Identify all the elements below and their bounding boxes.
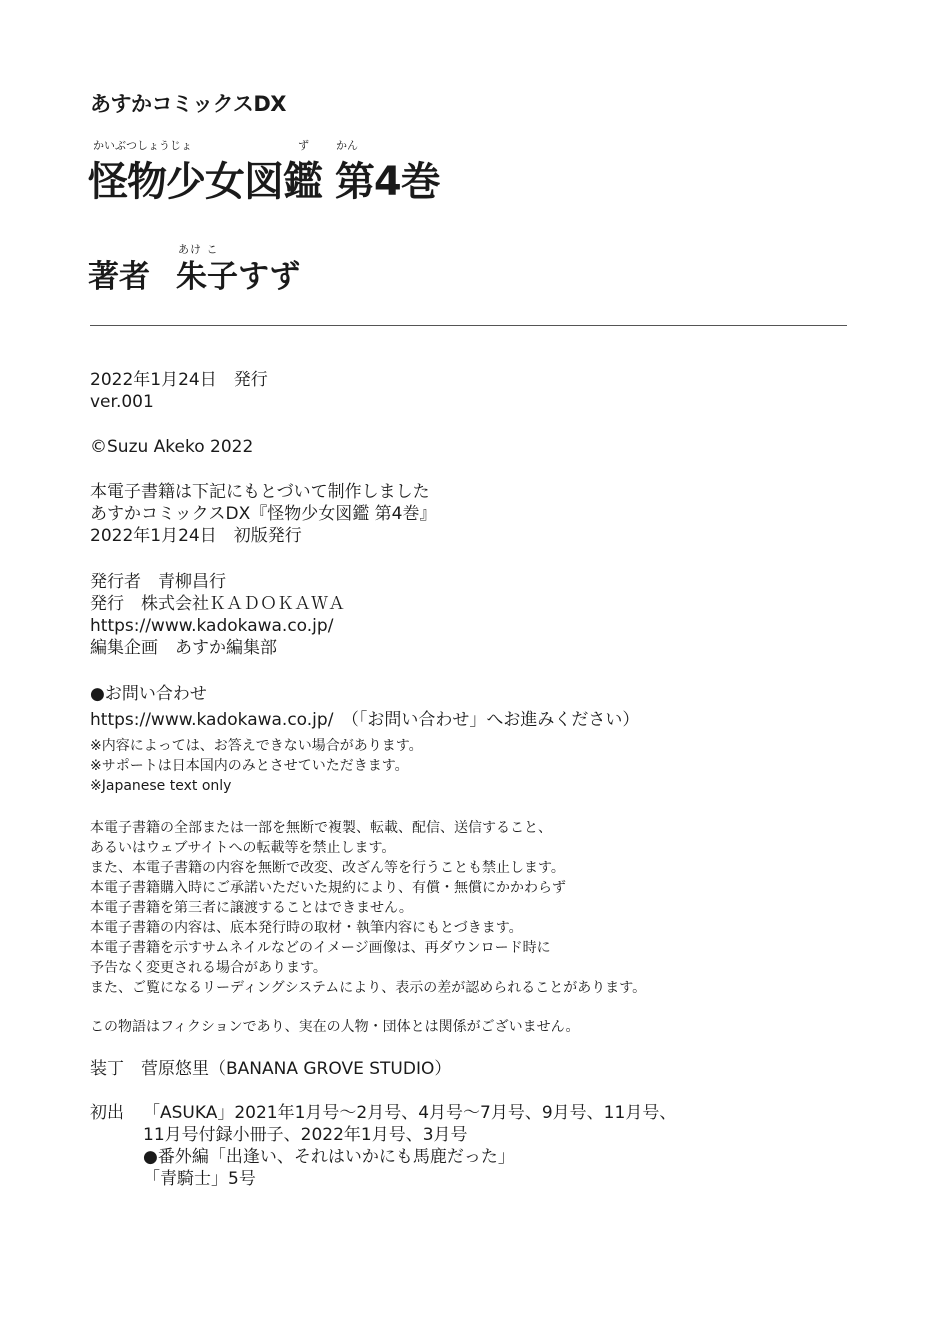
release-info <box>90 369 268 413</box>
author-role: 著者 <box>88 259 150 295</box>
title-ruby-2: ず <box>298 139 309 152</box>
book-title: 怪物少女図鑑 第4巻 <box>88 159 440 205</box>
first-publication-line: 「ASUKA」2021年1月号〜2月号、4月号〜7月号、9月号、11月号、 <box>143 1103 677 1123</box>
legal-line: 本電子書籍を示すサムネイルなどのイメージ画像は、再ダウンロード時に <box>90 940 551 956</box>
title-ruby-1: かいぶつしょうじょ <box>93 139 192 152</box>
release-date: 2022年1月24日 発行 <box>90 370 268 390</box>
source-info <box>90 481 436 547</box>
legal-notice <box>90 818 646 998</box>
author-row <box>88 251 300 296</box>
inquiry-notes <box>90 736 423 796</box>
title-ruby-3: かん <box>336 139 358 152</box>
first-publication-lines <box>143 1102 676 1190</box>
legal-line: 本電子書籍の全部または一部を無断で複製、転載、配信、送信すること、 <box>90 820 552 836</box>
editorial-dept: 編集企画 あすか編集部 <box>90 638 277 658</box>
design-credit: 装丁 菅原悠里（BANANA GROVE STUDIO） <box>90 1059 452 1079</box>
legal-line: 本電子書籍の内容は、底本発行時の取材・執筆内容にもとづきます。 <box>90 920 523 936</box>
imprint-label: あすかコミックスDX <box>90 92 286 116</box>
version: ver.001 <box>90 392 154 412</box>
legal-line: 本電子書籍購入時にご承諾いただいた規約により、有償・無償にかかわらず <box>90 880 566 896</box>
source-line: あすかコミックスDX『怪物少女図鑑 第4巻』 <box>90 504 437 524</box>
note-line: ※サポートは日本国内のみとさせていただきます。 <box>90 758 409 774</box>
first-publication-key: 初出 <box>90 1103 124 1123</box>
legal-line: また、ご覧になるリーディングシステムにより、表示の差が認められることがあります。 <box>90 980 647 996</box>
inquiry-heading: ●お問い合わせ <box>90 684 207 704</box>
divider <box>90 325 847 326</box>
author-name: 朱子すず <box>176 259 301 295</box>
copyright: ©Suzu Akeko 2022 <box>90 437 254 457</box>
legal-line: 予告なく変更される場合があります。 <box>90 960 327 976</box>
legal-line: あるいはウェブサイトへの転載等を禁止します。 <box>90 840 396 856</box>
first-publication-line: 11月号付録小冊子、2022年1月号、3月号 <box>143 1125 468 1145</box>
fiction-note: この物語はフィクションであり、実在の人物・団体とは関係がございません。 <box>90 1019 580 1035</box>
publisher-person: 発行者 青柳昌行 <box>90 572 226 592</box>
first-publication-line: 「青騎士」5号 <box>143 1169 256 1189</box>
first-publication-line: ●番外編「出逢い、それはいかにも馬鹿だった」 <box>143 1147 515 1167</box>
publisher-url: https://www.kadokawa.co.jp/ <box>90 616 334 636</box>
source-line: 2022年1月24日 初版発行 <box>90 526 302 546</box>
note-line: ※内容によっては、お答えできない場合があります。 <box>90 738 423 754</box>
legal-line: また、本電子書籍の内容を無断で改変、改ざん等を行うことも禁止します。 <box>90 860 565 876</box>
note-line: ※Japanese text only <box>90 778 232 794</box>
author-name-ruby: あけ こ <box>178 243 219 256</box>
legal-line: 本電子書籍を第三者に譲渡することはできません。 <box>90 900 413 916</box>
publisher-info <box>90 571 345 659</box>
source-line: 本電子書籍は下記にもとづいて制作しました <box>90 482 430 502</box>
publisher-company: 発行 株式会社ＫＡＤＯＫＡＷＡ <box>90 594 345 614</box>
inquiry-url: https://www.kadokawa.co.jp/ （「お問い合わせ」へお進みください） <box>90 710 640 730</box>
